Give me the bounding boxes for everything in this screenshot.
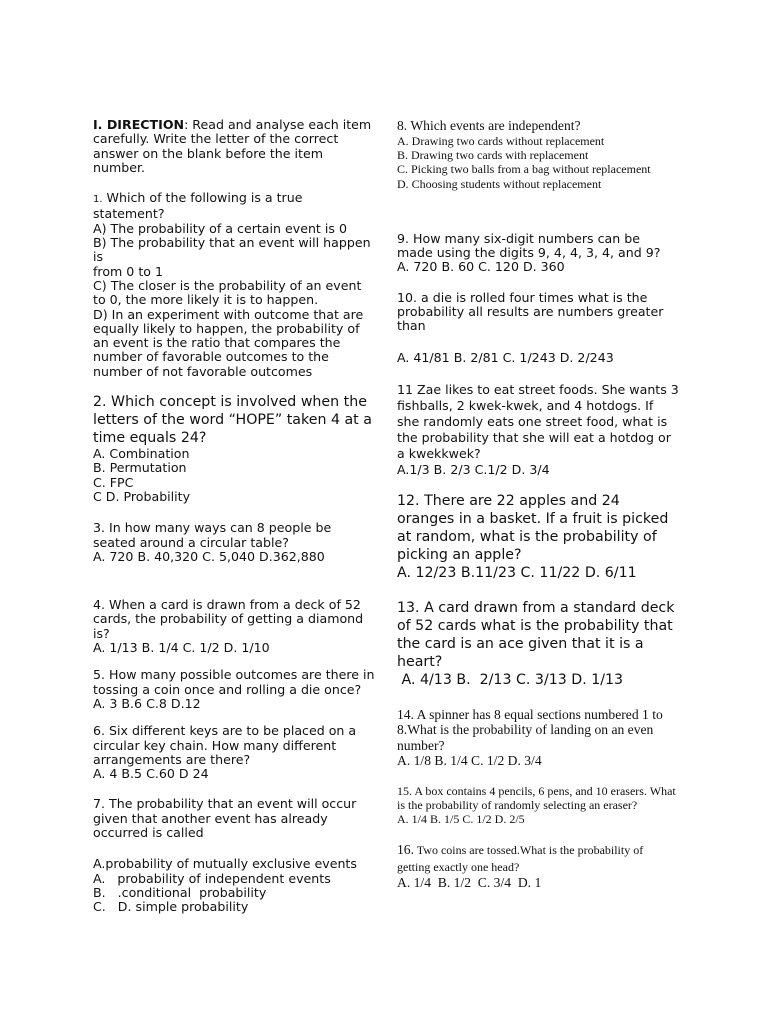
question-8-option-a: A. Drawing two cards without replacement xyxy=(397,134,605,148)
question-5-options: A. 3 B.6 C.8 D.12 xyxy=(93,695,201,711)
question-9-options: A. 720 B. 60 C. 120 D. 360 xyxy=(397,259,565,275)
question-7-option-2: A. probability of independent events xyxy=(93,870,331,886)
question-10-stem: 10. a die is rolled four times what is the probability all results are numbers greater than xyxy=(397,289,664,334)
question-11-options: A.1/3 B. 2/3 C.1/2 D. 3/4 xyxy=(397,461,550,477)
question-8-stem: 8. Which events are independent? xyxy=(397,118,581,133)
question-7-option-4: C. D. simple probability xyxy=(93,899,249,915)
question-9-stem: 9. How many six-digit numbers can be made using the digits 9, 4, 4, 3, 4, and 9? xyxy=(397,230,661,261)
question-1-option-a: A) The probability of a certain event is 0 xyxy=(93,220,347,236)
question-1-option-c: C) The closer is the probability of an event to 0, the more likely it is to happen. xyxy=(93,277,362,308)
question-2-option-d: C D. Probability xyxy=(93,488,191,504)
question-2-option-a: A. Combination xyxy=(93,446,190,462)
direction-paragraph xyxy=(93,118,375,175)
question-13-options: A. 4/13 B. 2/13 C. 3/13 D. 1/13 xyxy=(397,671,624,688)
question-13-stem: 13. A card drawn from a standard deck of 52 cards what is the probability that the card is an ace given that it is a heart? xyxy=(397,599,675,670)
question-7-stem: 7. The probability that an event will occur given that another event has already occurred is called xyxy=(93,796,357,840)
question-15-stem: 15. A box contains 4 pencils, 6 pens, and 10 erasers. What is the probability of randomly selecting an eraser? xyxy=(397,783,676,812)
question-9 xyxy=(397,232,679,275)
left-column xyxy=(93,118,375,914)
question-11 xyxy=(397,382,679,478)
question-10 xyxy=(397,291,679,365)
question-12 xyxy=(397,492,679,582)
question-16 xyxy=(397,842,679,890)
question-3-options: A. 720 B. 40,320 C. 5,040 D.362,880 xyxy=(93,548,325,564)
question-12-options: A. 12/23 B.11/23 C. 11/22 D. 6/11 xyxy=(397,564,637,581)
question-1-stem: 1. Which of the following is a true statement? xyxy=(93,190,303,222)
question-16-number: 16. xyxy=(397,842,414,858)
question-8-option-b: B. Drawing two cards with replacement xyxy=(397,148,589,163)
question-7-option-3: B. .conditional probability xyxy=(93,884,267,900)
question-1-option-b-cont: from 0 to 1 xyxy=(93,263,163,279)
question-2 xyxy=(93,393,375,504)
direction-label: I. DIRECTION xyxy=(93,117,185,132)
question-5 xyxy=(93,668,375,711)
question-8-option-d: D. Choosing students without replacement xyxy=(397,176,602,191)
question-11-stem: 11 Zae likes to eat street foods. She wants 3 fishballs, 2 kwek-kwek, and 4 hotdogs. If she randomly eats one street food, what is the probability that she will eat a hotdog or a kwekkwek? xyxy=(397,381,679,461)
question-2-stem: 2. Which concept is involved when the letters of the word “HOPE” taken 4 at a time equals 24? xyxy=(93,394,372,447)
question-7-option-1: A.probability of mutually exclusive events xyxy=(93,856,357,872)
question-8 xyxy=(397,118,679,191)
question-16-options: A. 1/4 B. 1/2 C. 3/4 D. 1 xyxy=(397,874,542,890)
question-3-stem: 3. In how many ways can 8 people be seated around a circular table? xyxy=(93,520,332,550)
question-4 xyxy=(93,598,375,655)
question-2-option-b: B. Permutation xyxy=(93,460,187,476)
question-14-stem: 14. A spinner has 8 equal sections numbered 1 to 8.What is the probability of landing on an even number? xyxy=(397,706,663,753)
question-1 xyxy=(93,191,375,379)
right-column xyxy=(397,118,679,890)
question-10-options: A. 41/81 B. 2/81 C. 1/243 D. 2/243 xyxy=(397,349,614,365)
question-8-option-c: C. Picking two balls from a bag without replacement xyxy=(397,162,651,177)
question-15-options: A. 1/4 B. 1/5 C. 1/2 D. 2/5 xyxy=(397,811,525,826)
question-4-options: A. 1/13 B. 1/4 C. 1/2 D. 1/10 xyxy=(93,640,270,656)
question-15 xyxy=(397,784,679,827)
question-14-options: A. 1/8 B. 1/4 C. 1/2 D. 3/4 xyxy=(397,753,542,769)
question-3 xyxy=(93,521,375,564)
direction-text: : Read and analyse each item carefully. Write the letter of the correct answer on the blank before the item number. xyxy=(93,117,372,175)
question-7 xyxy=(93,797,375,914)
question-6 xyxy=(93,724,375,781)
question-16-stem: 16. Two coins are tossed.What is the probability of getting exactly one head? xyxy=(397,842,644,874)
question-12-stem: 12. There are 22 apples and 24 oranges in a basket. If a fruit is picked at random, what is the probability of picking an apple? xyxy=(397,492,669,563)
question-5-stem: 5. How many possible outcomes are there in tossing a coin once and rolling a die once? xyxy=(93,667,375,697)
question-6-options: A. 4 B.5 C.60 D 24 xyxy=(93,766,209,782)
question-13 xyxy=(397,599,679,689)
question-1-option-b: B) The probability that an event will happen is xyxy=(93,235,371,265)
question-4-stem: 4. When a card is drawn from a deck of 52 cards, the probability of getting a diamond is? xyxy=(93,597,364,641)
question-14 xyxy=(397,707,679,769)
question-6-stem: 6. Six different keys are to be placed on a circular key chain. How many different arrangements are there? xyxy=(93,723,357,767)
question-1-option-d: D) In an experiment with outcome that are equally likely to happen, the probability of an event is the ratio that compares the number of favorable outcomes to the number of not favorable outcomes xyxy=(93,306,364,379)
question-1-number: 1. xyxy=(93,194,103,206)
question-2-option-c: C. FPC xyxy=(93,474,134,490)
